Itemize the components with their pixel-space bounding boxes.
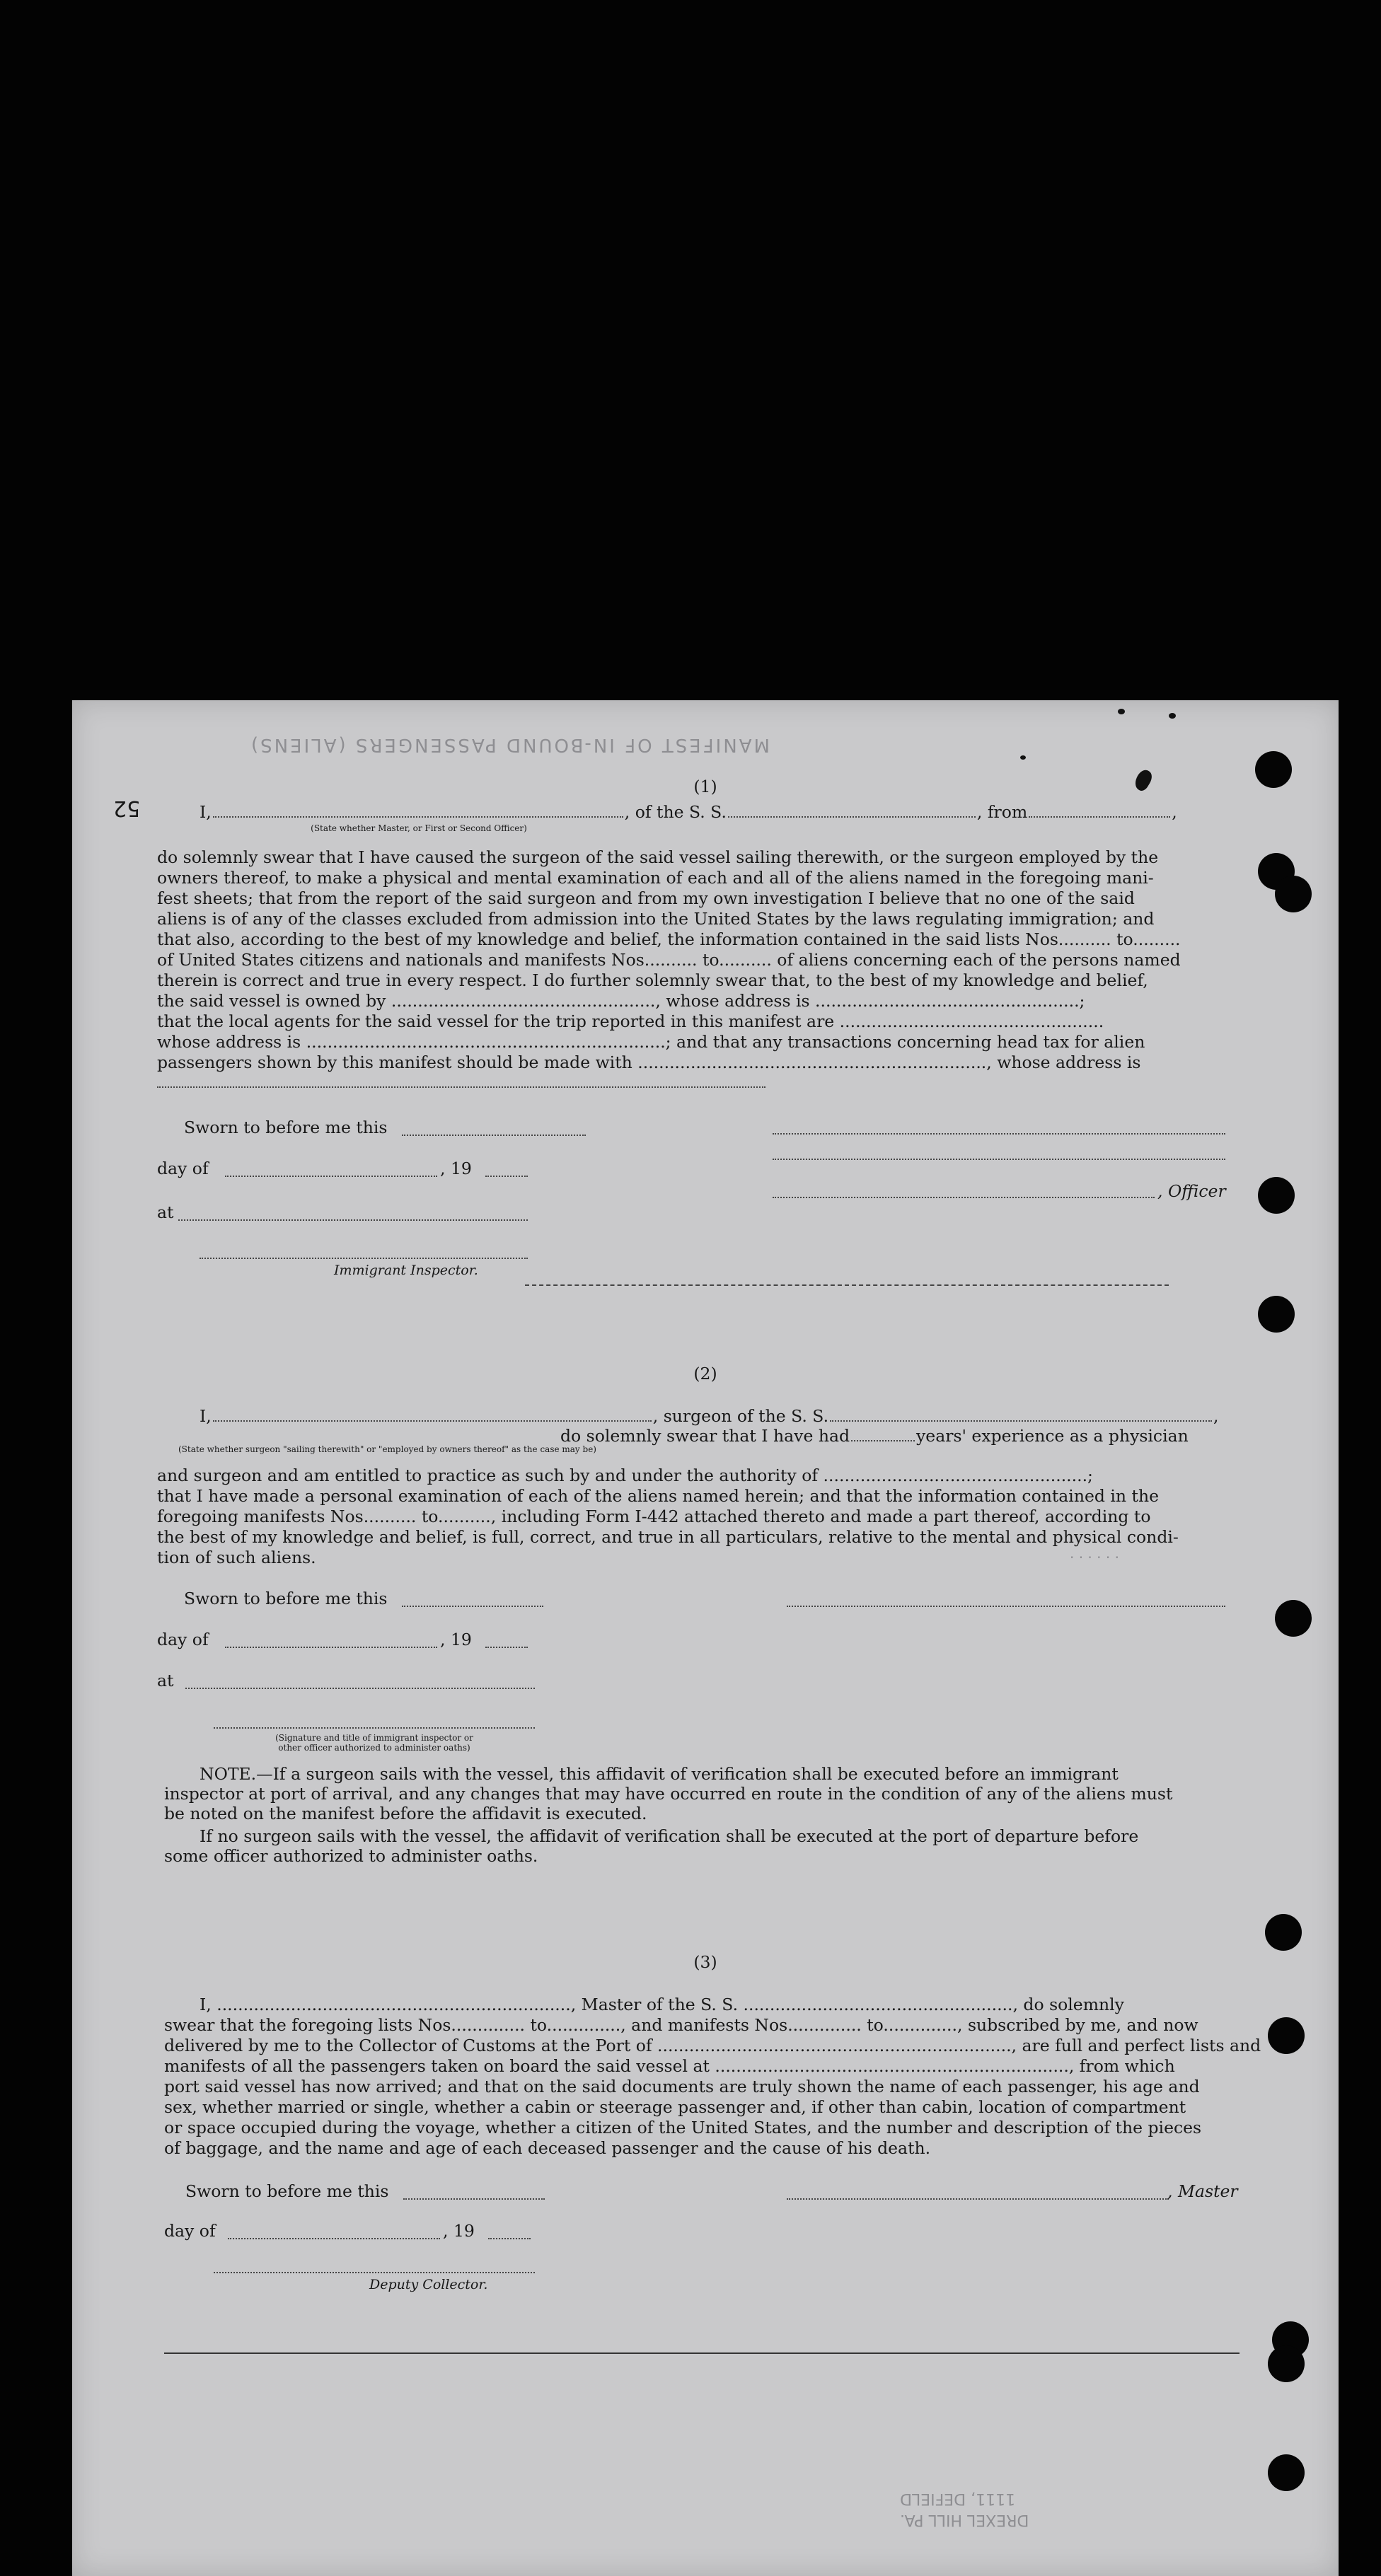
officer-title: , Officer xyxy=(1157,1181,1226,1201)
year-label: , 19 xyxy=(440,1630,472,1649)
officer-caption: (State whether Master, or First or Second Officer) xyxy=(311,823,527,833)
note-line: some officer authorized to administer oaths. xyxy=(164,1846,538,1866)
note-line: be noted on the manifest before the affidavit is executed. xyxy=(164,1804,647,1823)
address-line xyxy=(157,1086,765,1088)
day-of-label: day of xyxy=(157,1159,209,1178)
section-1-body-line: whose address is ....................................................................; and that any transactions concerning head tax for alien xyxy=(157,1032,1145,1052)
day-of-field[interactable] xyxy=(225,1647,437,1648)
bleed-through-text: MANIFEST OF IN-BOUND PASSENGERS (ALIENS) xyxy=(249,734,770,755)
section-2-body-line: tion of such aliens. xyxy=(157,1548,316,1567)
section-3-body-line: delivered by me to the Collector of Customs at the Port of ..................................................................., are full and perfect lists and xyxy=(164,2036,1261,2055)
experience-years-field[interactable] xyxy=(851,1440,915,1441)
punch-hole xyxy=(1265,1914,1302,1951)
section-3-body-line: port said vessel has now arrived; and that on the said documents are truly shown the name of each passenger, his age and xyxy=(164,2077,1200,2096)
label-from: , from xyxy=(976,802,1028,822)
sworn-date-field[interactable] xyxy=(403,2198,545,2200)
bleed-through-text: · · · · · · xyxy=(1070,1549,1119,1566)
section-1-number: (1) xyxy=(693,777,717,796)
collector-signature-line[interactable] xyxy=(214,2272,535,2273)
officer-name-field[interactable] xyxy=(213,816,623,818)
signature-caption-1: (Signature and title of immigrant inspector or xyxy=(275,1733,473,1743)
inspector-signature-line[interactable] xyxy=(214,1727,535,1729)
section-1-body-line: fest sheets; that from the report of the said surgeon and from my own investigation I believe that no one of the said xyxy=(157,888,1135,908)
punch-hole xyxy=(1275,1600,1312,1637)
section-1-body-line: passengers shown by this manifest should be made with .................................................................., whose address is xyxy=(157,1052,1141,1072)
section-2-line-2 xyxy=(560,1426,1189,1446)
punch-hole xyxy=(1275,876,1312,912)
label-surgeon-of-ss: , surgeon of the S. S. xyxy=(652,1406,829,1426)
section-3-body-line: swear that the foregoing lists Nos.............. to.............., and manifests Nos.............. to.............., subscribed by me, and now xyxy=(164,2015,1198,2035)
section-1-body-line: that also, according to the best of my knowledge and belief, the information contained in the said lists Nos.......... to......... xyxy=(157,929,1181,949)
officer-extra-line xyxy=(525,1284,1169,1286)
section-1-body-line: therein is correct and true in every respect. I do further solemnly swear that, to the best of my knowledge and belief, xyxy=(157,970,1148,990)
swear-experience-label: do solemnly swear that I have had xyxy=(560,1426,850,1446)
at-label: at xyxy=(157,1202,174,1222)
sworn-date-field[interactable] xyxy=(402,1135,586,1136)
at-field[interactable] xyxy=(185,1688,535,1689)
surgeon-name-field[interactable] xyxy=(213,1420,652,1422)
label-of-ss: , of the S. S. xyxy=(624,802,727,822)
day-of-field[interactable] xyxy=(225,1176,437,1177)
section-2-body-line: that I have made a personal examination of each of the aliens named herein; and that the information contained in the xyxy=(157,1486,1159,1506)
label-i: I, xyxy=(200,1406,212,1426)
bleed-through-text: 1111, DEFIELD xyxy=(900,2490,1016,2507)
section-2-body-line: the best of my knowledge and belief, is full, correct, and true in all particulars, relative to the mental and physical condi- xyxy=(157,1527,1179,1547)
collector-title: Deputy Collector. xyxy=(369,2277,488,2292)
section-1-line-1 xyxy=(200,802,1177,822)
from-port-field[interactable] xyxy=(1029,816,1170,818)
surgeon-vessel-field[interactable] xyxy=(830,1420,1212,1422)
ink-speck xyxy=(1118,709,1125,714)
section-2-line-1 xyxy=(200,1406,1219,1426)
section-3-body-line: I, ..................................................................., Master of the S. S. ..................................................., do solemnly xyxy=(200,1995,1124,2014)
year-label: , 19 xyxy=(443,2221,475,2241)
surgeon-signature-line[interactable] xyxy=(787,1606,1225,1607)
officer-signature-line-2[interactable] xyxy=(773,1159,1225,1160)
comma: , xyxy=(1172,802,1177,822)
punch-hole xyxy=(1268,2454,1305,2491)
day-of-label: day of xyxy=(157,1630,209,1649)
ink-speck xyxy=(1020,755,1026,760)
bottom-rule xyxy=(164,2352,1240,2354)
section-1-body-line: of United States citizens and nationals and manifests Nos.......... to.......... of aliens concerning each of the persons named xyxy=(157,950,1181,970)
label-i: I, xyxy=(200,802,212,822)
section-3-body-line: of baggage, and the name and age of each deceased passenger and the cause of his death. xyxy=(164,2138,931,2158)
punch-hole xyxy=(1258,1177,1295,1214)
at-label: at xyxy=(157,1671,174,1690)
ink-speck xyxy=(1169,713,1176,719)
master-title: , Master xyxy=(1167,2181,1238,2201)
section-2-number: (2) xyxy=(693,1364,717,1383)
surgeon-caption: (State whether surgeon "sailing therewith" or "employed by owners thereof" as the case may be) xyxy=(178,1444,596,1454)
years-experience-label: years' experience as a physician xyxy=(916,1426,1189,1446)
section-1-body-line: the said vessel is owned by .................................................., whose address is ..................................................; xyxy=(157,991,1085,1011)
sworn-label: Sworn to before me this xyxy=(184,1589,388,1608)
note-line: If no surgeon sails with the vessel, the affidavit of verification shall be executed at the port of departure before xyxy=(200,1826,1139,1846)
section-3-number: (3) xyxy=(693,1952,717,1972)
header-stamp: 52 xyxy=(113,796,141,820)
section-1-body-line: owners thereof, to make a physical and mental examination of each and all of the aliens named in the foregoing mani- xyxy=(157,868,1154,888)
comma: , xyxy=(1213,1406,1219,1426)
bleed-through-text: DREXEL HILL PA. xyxy=(900,2511,1029,2529)
section-3-body-line: sex, whether married or single, whether a cabin or steerage passenger and, if other than cabin, location of compartment xyxy=(164,2097,1186,2117)
punch-hole xyxy=(1268,2017,1305,2054)
note-line: inspector at port of arrival, and any changes that may have occurred en route in the condition of any of the aliens must xyxy=(164,1784,1173,1804)
sworn-label: Sworn to before me this xyxy=(185,2181,389,2201)
section-1-body-line: do solemnly swear that I have caused the surgeon of the said vessel sailing therewith, or the surgeon employed by the xyxy=(157,847,1159,867)
day-of-label: day of xyxy=(164,2221,216,2241)
section-1-body-line: that the local agents for the said vessel for the trip reported in this manifest are .................................................. xyxy=(157,1011,1104,1031)
at-field[interactable] xyxy=(178,1219,528,1221)
inspector-title: Immigrant Inspector. xyxy=(334,1263,478,1278)
year-label: , 19 xyxy=(440,1159,472,1178)
vessel-name-field[interactable] xyxy=(728,816,976,818)
note-line: NOTE.—If a surgeon sails with the vessel, this affidavit of verification shall be executed before an immigrant xyxy=(200,1764,1119,1784)
year-field[interactable] xyxy=(488,2238,531,2239)
signature-caption-2: other officer authorized to administer oaths) xyxy=(278,1743,470,1753)
sworn-date-field[interactable] xyxy=(402,1606,543,1607)
sworn-label: Sworn to before me this xyxy=(184,1118,388,1137)
punch-hole xyxy=(1258,1296,1295,1333)
officer-signature-line[interactable] xyxy=(773,1197,1155,1198)
section-2-body-line: and surgeon and am entitled to practice as such by and under the authority of ..................................................; xyxy=(157,1466,1093,1485)
year-field[interactable] xyxy=(485,1647,528,1648)
section-2-body-line: foregoing manifests Nos.......... to.........., including Form I-442 attached thereto and made a part thereof, according to xyxy=(157,1507,1151,1526)
officer-signature-line-1[interactable] xyxy=(773,1133,1225,1135)
section-1-body-line: aliens is of any of the classes excluded from admission into the United States by the laws regulating immigration; and xyxy=(157,909,1155,929)
day-of-field[interactable] xyxy=(228,2238,440,2239)
manifest-page xyxy=(72,700,1339,2576)
punch-hole xyxy=(1268,2345,1305,2382)
inspector-signature-line[interactable] xyxy=(200,1258,528,1259)
section-3-body-line: or space occupied during the voyage, whether a citizen of the United States, and the number and description of the pieces xyxy=(164,2118,1202,2137)
year-field[interactable] xyxy=(485,1176,528,1177)
section-3-body-line: manifests of all the passengers taken on board the said vessel at ..................................................................., from which xyxy=(164,2056,1175,2076)
master-signature-line[interactable] xyxy=(787,2198,1169,2200)
